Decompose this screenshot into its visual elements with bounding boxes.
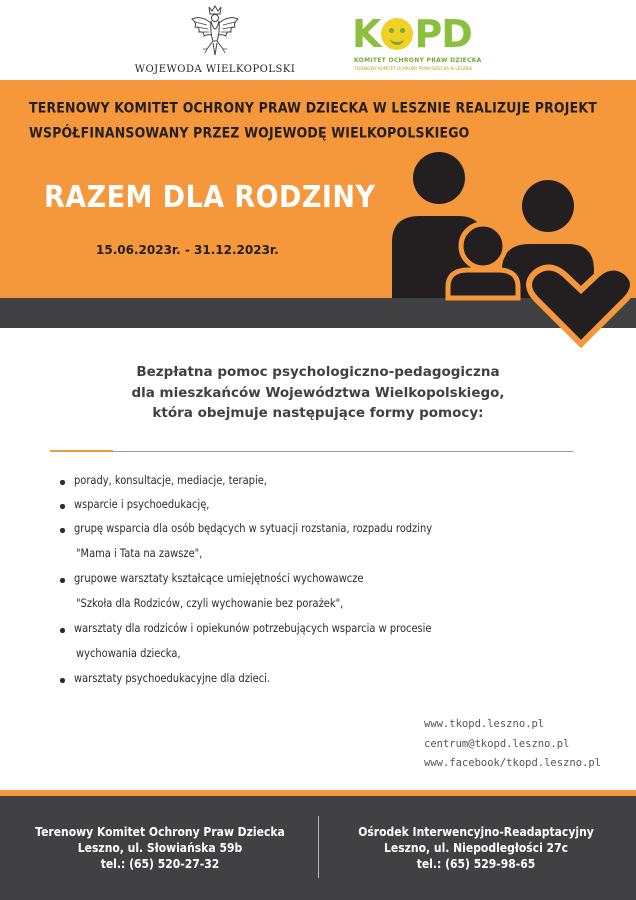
footer-divider <box>318 816 319 878</box>
kopd-logo <box>352 14 492 76</box>
list-item-continuation: "Mama i Tata na zawsze", <box>76 546 203 560</box>
bullet <box>60 628 65 633</box>
kopd-subtitle-small: TERENOWY KOMITET OCHRONY PRAW DZIECKA W LESZNIE <box>354 66 473 71</box>
bullet <box>60 528 65 533</box>
header <box>0 0 636 80</box>
bullet <box>60 504 65 509</box>
facebook-link[interactable]: www.facebook/tkopd.leszno.pl <box>424 757 602 769</box>
bullet <box>60 578 65 583</box>
org-name: Ośrodek Interwencyjno-Readaptacyjny <box>358 825 594 839</box>
org-address: Leszno, ul. Słowiańska 59b <box>77 841 243 855</box>
list-item: warsztaty psychoedukacyjne dla dzieci. <box>74 671 271 685</box>
email-link[interactable]: centrum@tkopd.leszno.pl <box>424 738 570 750</box>
list-item-continuation: "Szkoła dla Rodziców, czyli wychowanie bez porażek", <box>76 596 344 610</box>
bullet <box>60 678 65 683</box>
kopd-wordmark: K PD <box>352 12 472 56</box>
kopd-subtitle: KOMITET OCHRONY PRAW DZIECKA <box>354 57 482 64</box>
divider-accent <box>50 450 113 452</box>
intro-line: która obejmuje następujące formy pomocy: <box>152 405 484 421</box>
org-phone: tel.: (65) 520-27-32 <box>100 857 220 871</box>
list-item: wsparcie i psychoedukację, <box>74 497 210 511</box>
list-item: grupowe warsztaty kształcące umiejętności wychowawcze <box>74 571 364 585</box>
project-line-2: WSPÓŁFINANSOWANY PRZEZ WOJEWODĘ WIELKOPOLSKIEGO <box>29 124 470 141</box>
footer-left-address <box>10 824 310 872</box>
wojewoda-label: WOJEWODA WIELKOPOLSKI <box>134 64 296 75</box>
intro-line: Bezpłatna pomoc psychologiczno-pedagogiczna <box>136 364 500 380</box>
org-address: Leszno, ul. Niepodległości 27c <box>383 841 568 855</box>
footer-right-address <box>326 824 626 872</box>
polish-eagle-icon <box>189 5 241 59</box>
list-item: grupę wsparcia dla osób będących w sytuacji rozstania, rozpadu rodziny <box>74 521 433 535</box>
page-title: RAZEM DLA RODZINY <box>44 180 376 215</box>
list-item: warsztaty dla rodziców i opiekunów potrzebujących wsparcia w procesie <box>74 621 432 635</box>
intro-line: dla mieszkańców Województwa Wielkopolskiego, <box>131 384 505 401</box>
project-line-1: TERENOWY KOMITET OCHRONY PRAW DZIECKA W LESZNIE REALIZUJE PROJEKT <box>29 99 597 116</box>
list-item: porady, konsultacje, mediacje, terapie, <box>74 473 267 487</box>
org-phone: tel.: (65) 529-98-65 <box>416 857 536 871</box>
family-silhouette-icon <box>388 152 636 352</box>
website-link[interactable]: www.tkopd.leszno.pl <box>424 718 545 730</box>
project-dates: 15.06.2023r. - 31.12.2023r. <box>96 243 279 257</box>
smiley-face-icon <box>381 18 413 50</box>
intro-text <box>100 362 536 424</box>
org-name: Terenowy Komitet Ochrony Praw Dziecka <box>35 825 285 839</box>
bullet <box>60 480 65 485</box>
divider <box>113 451 573 452</box>
list-item-continuation: wychowania dziecka, <box>76 646 181 660</box>
